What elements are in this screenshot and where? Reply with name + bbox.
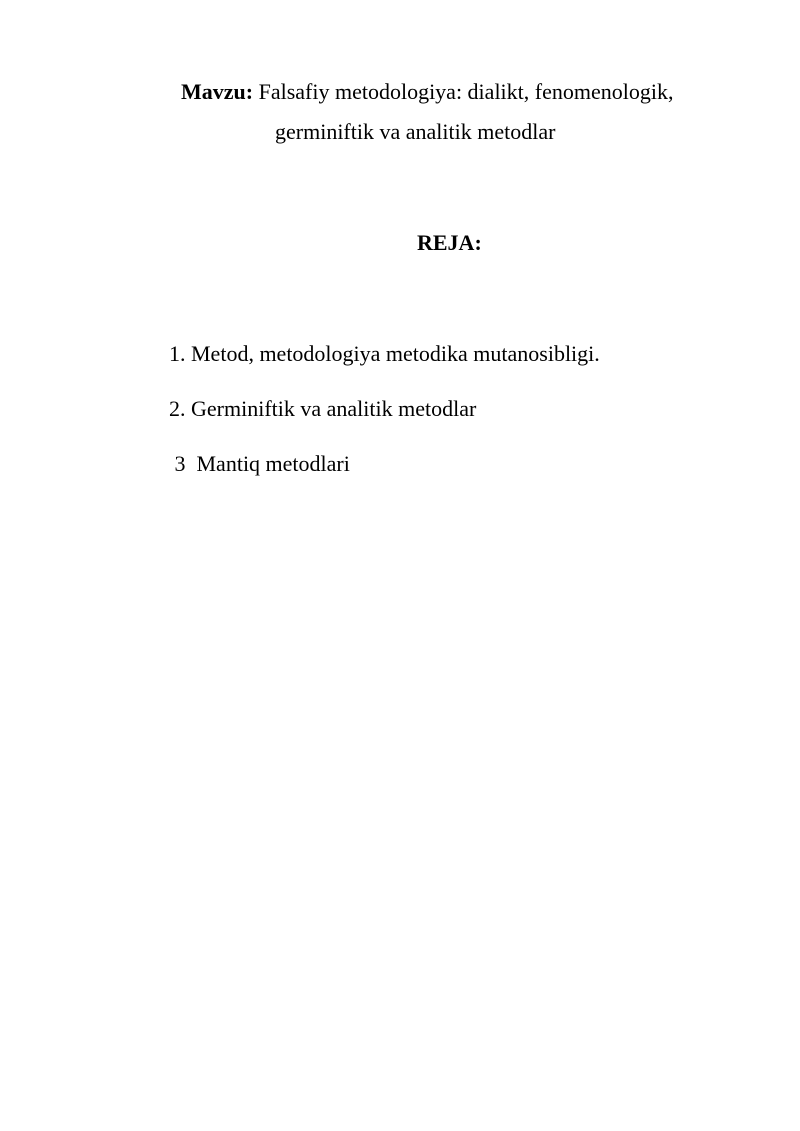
topic-label: Mavzu: <box>181 79 254 104</box>
plan-heading: REJA: <box>417 230 482 255</box>
plan-item: 3 Mantiq metodlari <box>169 451 350 476</box>
topic-title-part-2: germiniftik va analitik metodlar <box>275 119 556 144</box>
topic-line-1 <box>181 79 673 105</box>
plan-item: 1. Metod, metodologiya metodika mutanosibligi. <box>169 341 600 366</box>
topic-title-part-1: Falsafiy metodologiya: dialikt, fenomenologik, <box>253 79 674 104</box>
plan-item: 2. Germiniftik va analitik metodlar <box>169 396 477 421</box>
